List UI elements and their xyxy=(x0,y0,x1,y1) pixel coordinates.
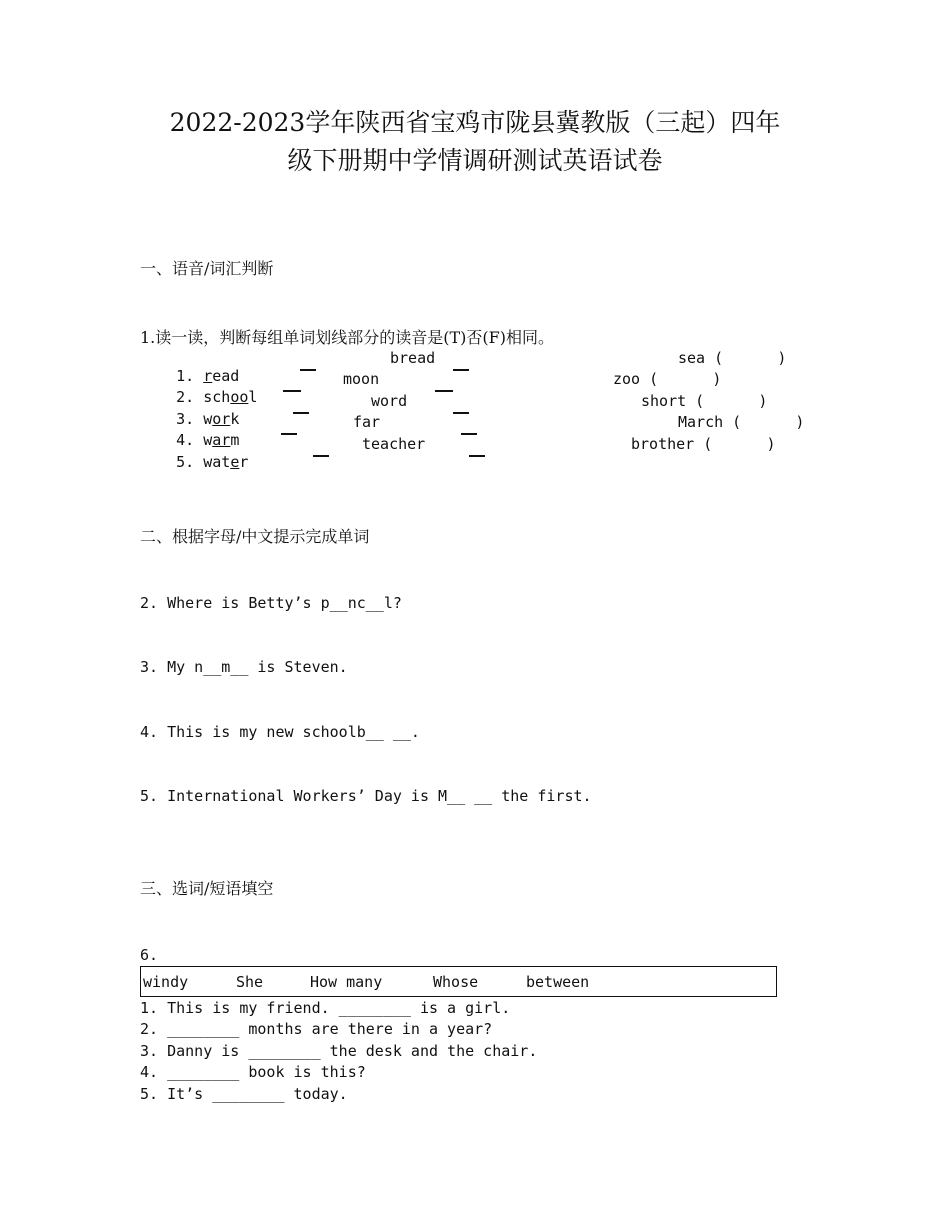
word-2: moon xyxy=(343,370,380,388)
answer-blank[interactable] xyxy=(453,369,469,371)
section-2-heading: 二、根据字母/中文提示完成单词 xyxy=(140,527,370,546)
row-number: 3. xyxy=(176,410,195,428)
question-item[interactable]: 5. International Workers’ Day is M__ __ the first. xyxy=(140,787,592,805)
word-3-answer[interactable]: March ( ) xyxy=(678,413,805,431)
fill-in-question[interactable]: 4. ________ book is this? xyxy=(140,1063,366,1081)
phonics-row: 4. warm xyxy=(176,431,240,449)
fill-in-question[interactable]: 2. ________ months are there in a year? xyxy=(140,1020,493,1038)
fill-in-question[interactable]: 1. This is my friend. ________ is a girl. xyxy=(140,999,511,1017)
question-item[interactable]: 3. My n__m__ is Steven. xyxy=(140,658,348,676)
answer-blank[interactable] xyxy=(453,412,469,414)
word-3-answer[interactable]: sea ( ) xyxy=(678,349,787,367)
section-3-heading: 三、选词/短语填空 xyxy=(140,879,274,898)
section-1-heading: 一、语音/词汇判断 xyxy=(140,259,274,278)
fill-in-question[interactable]: 3. Danny is ________ the desk and the chair. xyxy=(140,1042,538,1060)
word-3-answer[interactable]: short ( ) xyxy=(641,392,768,410)
row-number: 1. xyxy=(176,367,195,385)
word-bank-item: windy xyxy=(143,973,189,991)
page-title xyxy=(120,104,830,180)
answer-blank[interactable] xyxy=(313,455,329,457)
answer-blank[interactable] xyxy=(435,390,453,392)
fill-in-question[interactable]: 5. It’s ________ today. xyxy=(140,1085,348,1103)
word-bank-item: between xyxy=(526,973,590,991)
answer-blank[interactable] xyxy=(469,455,485,457)
word-bank-item: She xyxy=(236,973,264,991)
word-bank-item: Whose xyxy=(433,973,479,991)
phonics-row: 3. work xyxy=(176,410,240,428)
word-bank-item: How many xyxy=(310,973,383,991)
word-2: teacher xyxy=(362,435,426,453)
question-number: 6. xyxy=(140,946,159,964)
question-item[interactable]: 4. This is my new schoolb__ __. xyxy=(140,723,420,741)
answer-blank[interactable] xyxy=(461,433,477,435)
phonics-row: 2. school xyxy=(176,388,258,406)
phonics-row: 1. read xyxy=(176,367,240,385)
section-1-instruction: 1.读一读，判断每组单词划线部分的读音是(T)否(F)相同。 xyxy=(140,328,555,347)
title-line-2: 级下册期中学情调研测试英语试卷 xyxy=(287,146,663,175)
word-2: far xyxy=(353,413,381,431)
word-2: bread xyxy=(390,349,436,367)
answer-blank[interactable] xyxy=(293,412,309,414)
row-number: 4. xyxy=(176,431,195,449)
phonics-row: 5. water xyxy=(176,453,249,471)
word-2: word xyxy=(371,392,408,410)
word-bank-box xyxy=(140,966,777,997)
row-number: 2. xyxy=(176,388,195,406)
question-item[interactable]: 2. Where is Betty’s p__nc__l? xyxy=(140,594,402,612)
answer-blank[interactable] xyxy=(300,369,316,371)
answer-blank[interactable] xyxy=(281,433,297,435)
word-3-answer[interactable]: brother ( ) xyxy=(631,435,776,453)
title-line-1: 2022-2023学年陕西省宝鸡市陇县冀教版（三起）四年 xyxy=(169,108,781,137)
answer-blank[interactable] xyxy=(283,390,301,392)
row-number: 5. xyxy=(176,453,195,471)
word-3-answer[interactable]: zoo ( ) xyxy=(613,370,722,388)
